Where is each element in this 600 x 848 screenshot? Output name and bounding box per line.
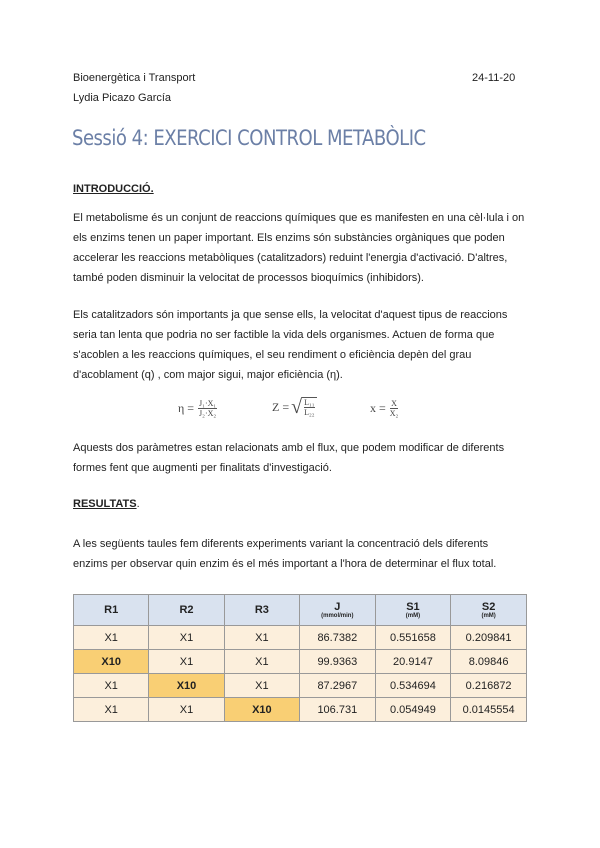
table-header-row: [74, 595, 527, 626]
table-cell: 20.9147: [375, 650, 451, 674]
column-header-r3: R3: [224, 595, 299, 626]
text-line: formes fent que augmenti per finalitats d'investigació.: [73, 462, 332, 474]
sqrt-icon: √: [291, 396, 303, 418]
column-header-s1: S1 (mM): [375, 595, 451, 626]
formula-numerator: J₁·X₁: [199, 399, 217, 408]
page-title: Sessió 4: EXERCICI CONTROL METABÒLIC: [72, 126, 426, 150]
table-cell: X1: [224, 674, 299, 698]
table-cell: 0.054949: [375, 698, 451, 722]
results-heading-wrapper: [73, 498, 140, 510]
table-cell: 106.731: [300, 698, 376, 722]
intro-paragraph-1: [73, 208, 527, 288]
formula-lhs: x =: [370, 401, 386, 415]
course-name: Bioenergètica i Transport: [73, 72, 196, 84]
table-cell: 0.0145554: [451, 698, 527, 722]
coupling-formula: [272, 397, 317, 417]
text-line: accelerar les reaccions metabòliques (catalitzadors) reduint l'energia d'activació. D'altres,: [73, 252, 508, 264]
table-cell: X10: [224, 698, 299, 722]
column-header-j: J (mmol/min): [300, 595, 376, 626]
results-heading: RESULTATS: [73, 498, 137, 510]
text-line: El metabolisme és un conjunt de reaccions químiques que es manifesten en una cèl·lula i on: [73, 212, 525, 224]
force-ratio-formula: [370, 399, 398, 418]
column-header-r2: R2: [149, 595, 224, 626]
formula-denominator: L₂₂: [304, 408, 315, 417]
column-header-s2: S2 (mM): [451, 595, 527, 626]
column-unit: (mM): [481, 613, 496, 619]
text-line: d'acoblament (q) , com major sigui, major eficiència (η).: [73, 369, 343, 381]
formula-denominator: J₂·X₂: [199, 409, 217, 418]
table-cell: X1: [74, 626, 149, 650]
table-cell: X1: [149, 698, 224, 722]
table-body: [74, 626, 527, 722]
table-row: [74, 650, 527, 674]
author-name: Lydia Picazo García: [73, 92, 172, 104]
text-line: Aquests dos paràmetres estan relacionats amb el flux, que podem modificar de diferents: [73, 442, 505, 454]
efficiency-formula: [178, 399, 217, 418]
text-line: Els catalitzadors són importants ja que sense ells, la velocitat d'aquest tipus de reaccions: [73, 309, 508, 321]
formula-lhs: η =: [178, 401, 195, 415]
results-paragraph: [73, 534, 527, 574]
column-header-r1: R1: [74, 595, 149, 626]
table-cell: X1: [149, 626, 224, 650]
formula-fraction: [198, 399, 217, 418]
table-cell: X1: [224, 650, 299, 674]
text-line: seria tan lenta que podria no ser factible la vida dels organismes. Actuen de forma que: [73, 329, 495, 341]
results-table: [73, 594, 527, 722]
document-date: 24-11-20: [472, 72, 516, 84]
table-cell: 8.09846: [451, 650, 527, 674]
formula-numerator: L₁₁: [304, 398, 315, 407]
table-cell: 0.551658: [375, 626, 451, 650]
table-cell: 86.7382: [300, 626, 376, 650]
text-line: enzims per observar quin enzim és el més important a l'hora de determinar el flux total.: [73, 558, 497, 570]
formula-denominator: X₂: [389, 409, 399, 418]
table-cell: 0.534694: [375, 674, 451, 698]
table-row: [74, 698, 527, 722]
table-cell: 0.209841: [451, 626, 527, 650]
text-line: també poden disminuir la velocitat de processos bioquímics (inhibidors).: [73, 272, 424, 284]
table-cell: 0.216872: [451, 674, 527, 698]
text-line: A les següents taules fem diferents experiments variant la concentració dels diferents: [73, 538, 489, 550]
formula-numerator: X: [391, 399, 397, 408]
formula-lhs: Z =: [272, 399, 290, 414]
table-cell: 87.2967: [300, 674, 376, 698]
table-cell: 99.9363: [300, 650, 376, 674]
text-line: s'acoblen a les reaccions químiques, el seu rendiment o eficiència depèn del grau: [73, 349, 472, 361]
formula-fraction: [390, 399, 399, 418]
table-cell: X1: [74, 698, 149, 722]
table-cell: X1: [224, 626, 299, 650]
table-cell: X1: [149, 650, 224, 674]
intro-paragraph-2: [73, 305, 527, 385]
table-row: [74, 674, 527, 698]
text-line: els enzims tenen un paper important. Els enzims són substàncies orgàniques que poden: [73, 232, 505, 244]
formula-fraction: [302, 397, 316, 417]
intro-paragraph-3: [73, 438, 527, 478]
column-unit: (mmol/min): [321, 613, 354, 619]
column-unit: (mM): [405, 613, 421, 619]
table-cell: X10: [74, 650, 149, 674]
results-heading-suffix: .: [136, 498, 140, 510]
table-cell: X1: [74, 674, 149, 698]
table-cell: X10: [149, 674, 224, 698]
intro-heading: INTRODUCCIÓ.: [73, 183, 154, 195]
table-row: [74, 626, 527, 650]
